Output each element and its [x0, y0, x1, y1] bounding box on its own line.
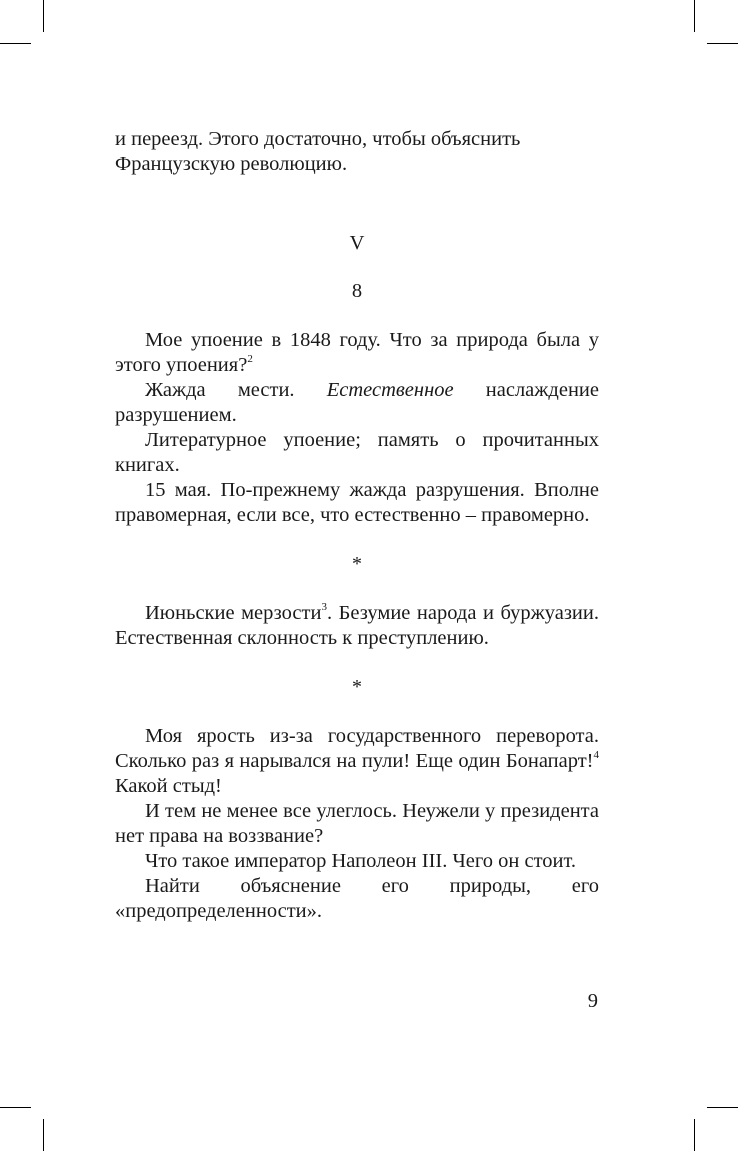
footnote-ref[interactable]: 3 [321, 601, 327, 614]
separator-asterisk: * [352, 553, 362, 575]
crop-mark-bottom-right-h [707, 1107, 738, 1108]
paragraph [115, 724, 599, 799]
chapter-heading: V [349, 232, 365, 254]
paragraph: Литературное упоение; память о прочитанных книгах. [115, 429, 599, 476]
paragraph-text: Июньские мерзости [145, 602, 322, 624]
page-body [115, 127, 599, 924]
paragraph-text: Жажда мести. [145, 379, 327, 401]
paragraph-text: Мое упоение в 1848 году. Что за природа была у этого упоения? [115, 329, 599, 376]
crop-mark-bottom-left-h [0, 1107, 31, 1108]
crop-mark-bottom-left-v [43, 1119, 44, 1151]
italic-text: Естественное [326, 379, 454, 401]
footnote-ref[interactable]: 4 [593, 749, 599, 762]
page-number: 9 [587, 990, 598, 1012]
crop-mark-top-right-v [694, 0, 695, 32]
crop-mark-top-right-h [707, 43, 738, 44]
section-heading: 8 [351, 280, 363, 302]
paragraph [115, 328, 599, 378]
paragraph [115, 378, 599, 428]
separator-asterisk: * [352, 676, 362, 698]
paragraph: Что такое император Наполеон III. Чего он стоит. [145, 850, 577, 872]
paragraph-text: Моя ярость из-за государственного переворота. Сколько раз я нарывался на пули! Еще один Бонапарт! [115, 725, 599, 772]
paragraph: Найти объяснение его природы, его «предопределенности». [115, 875, 599, 922]
crop-mark-top-left-v [43, 0, 44, 32]
paragraph: И тем не менее все улеглось. Неужели у президента нет права на воззвание? [115, 800, 599, 847]
footnote-ref[interactable]: 2 [247, 353, 253, 366]
paragraph: 15 мая. По-прежнему жажда разрушения. Вполне правомерная, если все, что естественно – правомерно. [115, 479, 599, 526]
crop-mark-top-left-h [0, 43, 31, 44]
crop-mark-bottom-right-v [694, 1119, 695, 1151]
paragraph-text: . Безумие народа и буржуазии. Естественная склонность к преступлению. [115, 602, 599, 649]
paragraph-text: наслаждение разрушением. [115, 379, 600, 426]
paragraph [115, 601, 599, 651]
paragraph-text: Какой стыд! [115, 775, 222, 797]
continuation-paragraph: и переезд. Этого достаточно, чтобы объяснить Французскую революцию. [115, 128, 521, 175]
